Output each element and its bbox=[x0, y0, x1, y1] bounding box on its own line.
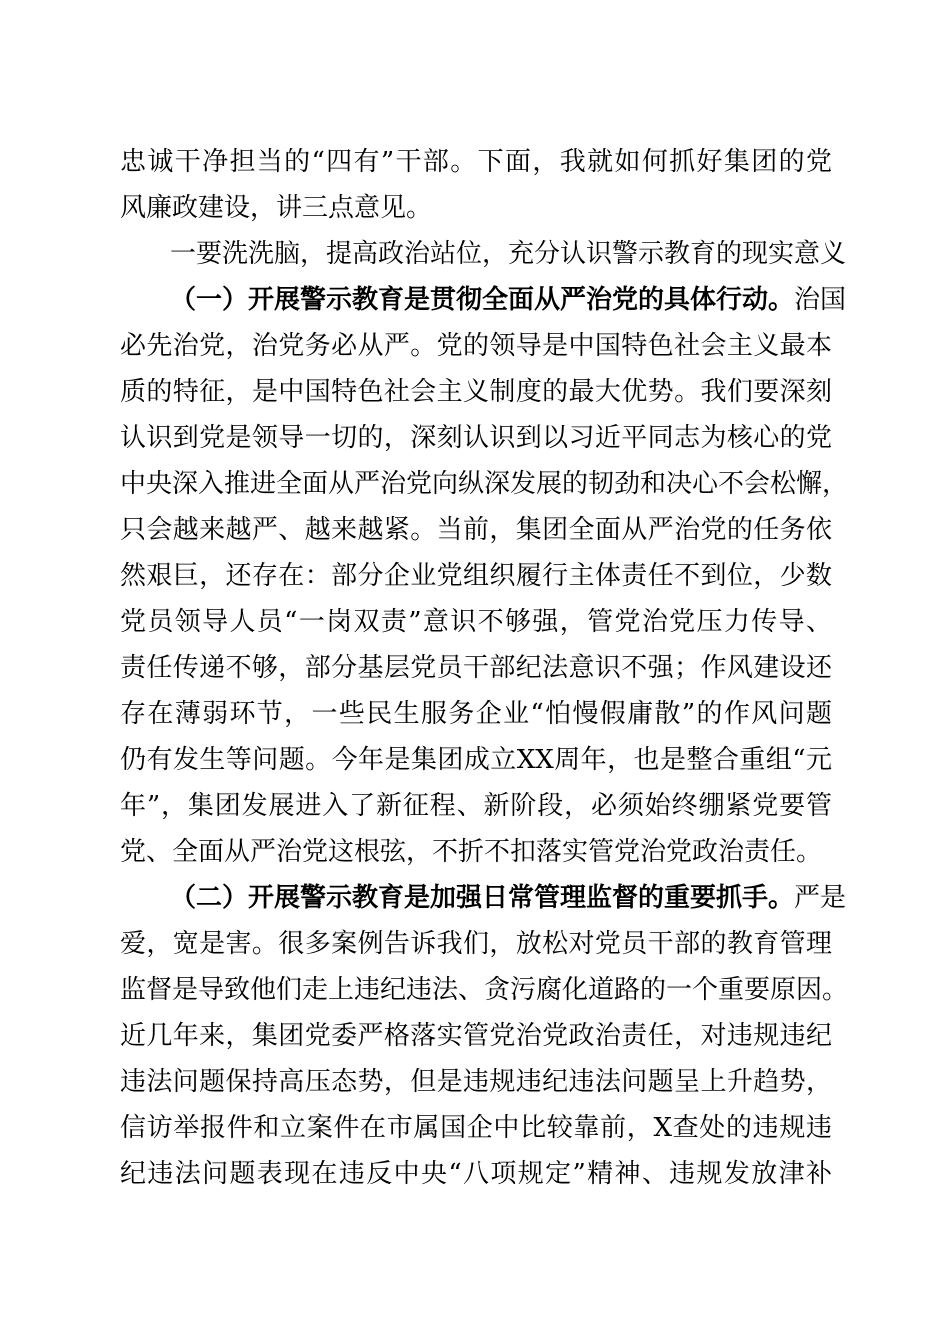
subsection-heading-line bbox=[170, 878, 847, 918]
paragraph-line: 只会越来越严、越来越紧。当前，集团全面从严治党的任务依 bbox=[120, 515, 832, 545]
section-heading: 一要洗洗脑，提高政治站位，充分认识警示教育的现实意义 bbox=[170, 239, 847, 269]
paragraph-line: 然艰巨，还存在：部分企业党组织履行主体责任不到位，少数 bbox=[120, 561, 832, 591]
paragraph-line: 近几年来，集团党委严格落实管党治党政治责任，对违规违纪 bbox=[120, 1021, 832, 1051]
paragraph-text: 严是 bbox=[794, 883, 847, 913]
paragraph-line: 监督是导致他们走上违纪违法、贪污腐化道路的一个重要原因。 bbox=[120, 975, 849, 1005]
paragraph-text: 治国 bbox=[794, 285, 847, 315]
paragraph-line: 风廉政建设，讲三点意见。 bbox=[120, 193, 433, 223]
paragraph-line: 中央深入推进全面从严治党向纵深发展的韧劲和决心不会松懈， bbox=[120, 469, 849, 499]
subsection-heading: （二）开展警示教育是加强日常管理监督的重要抓手。 bbox=[170, 883, 795, 913]
paragraph-line: 违法问题保持高压态势，但是违规违纪违法问题呈上升趋势， bbox=[120, 1067, 832, 1097]
paragraph-line: 必先治党，治党务必从严。党的领导是中国特色社会主义最本 bbox=[120, 331, 832, 361]
paragraph-line: 信访举报件和立案件在市属国企中比较靠前，X查处的违规违 bbox=[120, 1113, 832, 1143]
paragraph-line: 存在薄弱环节，一些民生服务企业“怕慢假庸散”的作风问题 bbox=[120, 699, 832, 729]
paragraph-line: 质的特征，是中国特色社会主义制度的最大优势。我们要深刻 bbox=[120, 377, 832, 407]
paragraph-line: 认识到党是领导一切的，深刻认识到以习近平同志为核心的党 bbox=[120, 423, 832, 453]
paragraph-line: 党、全面从严治党这根弦，不折不扣落实管党治党政治责任。 bbox=[120, 837, 823, 867]
paragraph-line: 年”，集团发展进入了新征程、新阶段，必须始终绷紧党要管 bbox=[120, 791, 832, 821]
paragraph-line: 党员领导人员“一岗双责”意识不够强，管党治党压力传导、 bbox=[120, 607, 832, 637]
subsection-heading-line bbox=[170, 280, 847, 320]
subsection-heading: （一）开展警示教育是贯彻全面从严治党的具体行动。 bbox=[170, 285, 795, 315]
paragraph-line: 仍有发生等问题。今年是集团成立XX周年，也是整合重组“元 bbox=[120, 745, 832, 775]
paragraph-line: 忠诚干净担当的“四有”干部。下面，我就如何抓好集团的党 bbox=[120, 147, 832, 177]
paragraph-line: 爱，宽是害。很多案例告诉我们，放松对党员干部的教育管理 bbox=[120, 929, 832, 959]
paragraph-line: 责任传递不够，部分基层党员干部纪法意识不强；作风建设还 bbox=[120, 653, 832, 683]
paragraph-line: 纪违法问题表现在违反中央“八项规定”精神、违规发放津补 bbox=[120, 1159, 832, 1189]
